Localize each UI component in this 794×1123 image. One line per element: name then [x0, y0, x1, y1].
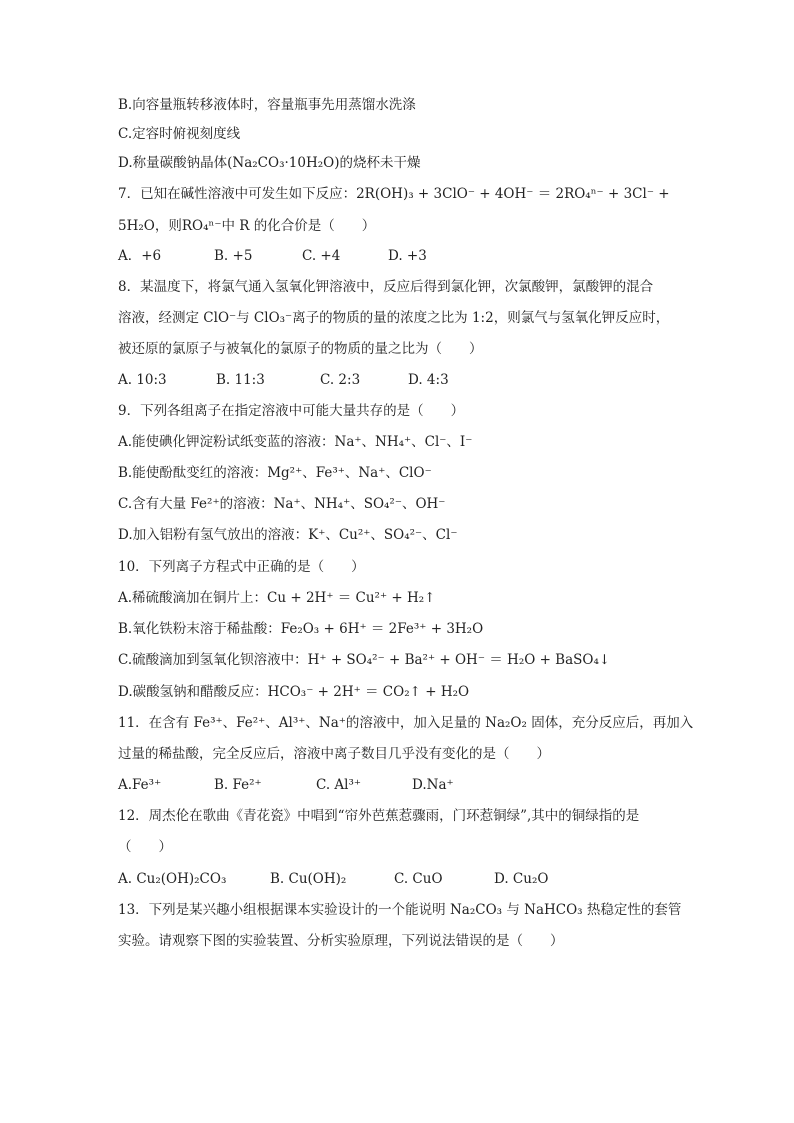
q10-option-c: C.硫酸滴加到氢氧化钡溶液中：H⁺ + SO₄²⁻ + Ba²⁺ + OH⁻ ＝ H₂O + BaSO₄↓ [118, 652, 611, 668]
q10-option-a: A.稀硫酸滴加在铜片上：Cu + 2H⁺ ＝ Cu²⁺ + H₂↑ [118, 590, 436, 606]
q8-option-c: C. 2:3 [320, 372, 361, 388]
q6-option-d: D.称量碳酸钠晶体(Na₂CO₃·10H₂O)的烧杯未干燥 [118, 155, 421, 171]
q12-option-d: D. Cu₂O [494, 871, 549, 887]
q7-option-a: A．+6 [118, 248, 162, 264]
q10-option-b: B.氧化铁粉末溶于稀盐酸：Fe₂O₃ + 6H⁺ ＝ 2Fe³⁺ + 3H₂O [118, 621, 484, 637]
q9-stem: 9．下列各组离子在指定溶液中可能大量共存的是（ ） [118, 403, 465, 419]
q11-option-a: A.Fe³⁺ [118, 777, 162, 793]
q7-stem-line1: 7．已知在碱性溶液中可发生如下反应：2R(OH)₃ + 3ClO⁻ + 4OH⁻ ＝ 2RO₄ⁿ⁻ + 3Cl⁻ + [118, 186, 670, 202]
q8-stem-line3: 被还原的氯原子与被氧化的氯原子的物质的量之比为（ ） [118, 341, 483, 357]
q11-stem-line1: 11．在含有 Fe³⁺、Fe²⁺、Al³⁺、Na⁺的溶液中，加入足量的 Na₂O₂ 固体，充分反应后，再加入 [118, 715, 694, 731]
q9-option-d: D.加入铝粉有氢气放出的溶液：K⁺、Cu²⁺、SO₄²⁻、Cl⁻ [118, 527, 458, 543]
q9-option-c: C.含有大量 Fe²⁺的溶液：Na⁺、NH₄⁺、SO₄²⁻、OH⁻ [118, 496, 446, 512]
q12-option-a: A. Cu₂(OH)₂CO₃ [118, 871, 227, 887]
q7-option-b: B. +5 [214, 248, 253, 264]
q8-option-d: D. 4:3 [408, 372, 449, 388]
q6-option-b: B.向容量瓶转移液体时，容量瓶事先用蒸馏水洗涤 [118, 97, 416, 113]
q8-stem-line1: 8．某温度下，将氯气通入氢氧化钾溶液中，反应后得到氯化钾，次氯酸钾，氯酸钾的混合 [118, 279, 654, 295]
q10-option-d: D.碳酸氢钠和醋酸反应：HCO₃⁻ + 2H⁺ ＝ CO₂↑ + H₂O [118, 684, 470, 700]
q10-stem: 10．下列离子方程式中正确的是（ ） [118, 559, 365, 575]
q7-stem-line2: 5H₂O，则RO₄ⁿ⁻中 R 的化合价是（ ） [118, 218, 376, 234]
q12-option-b: B. Cu(OH)₂ [270, 871, 347, 887]
q9-option-b: B.能使酚酞变红的溶液：Mg²⁺、Fe³⁺、Na⁺、ClO⁻ [118, 465, 432, 481]
q8-option-a: A. 10:3 [118, 372, 167, 388]
q12-option-c: C. CuO [394, 871, 443, 887]
q11-option-d: D.Na⁺ [412, 777, 454, 793]
q11-option-b: B. Fe²⁺ [214, 777, 262, 793]
q6-option-c: C.定容时俯视刻度线 [118, 126, 241, 142]
q12-stem-line2: （ ） [118, 839, 172, 855]
q13-stem-line1: 13．下列是某兴趣小组根据课本实验设计的一个能说明 Na₂CO₃ 与 NaHCO₃ 热稳定性的套管 [118, 902, 682, 918]
q7-option-d: D. +3 [388, 248, 427, 264]
q11-stem-line2: 过量的稀盐酸，完全反应后，溶液中离子数目几乎没有变化的是（ ） [118, 746, 550, 762]
q9-option-a: A.能使碘化钾淀粉试纸变蓝的溶液：Na⁺、NH₄⁺、Cl⁻、I⁻ [118, 434, 473, 450]
q13-stem-line2: 实验。请观察下图的实验装置、分析实验原理，下列说法错误的是（ ） [118, 933, 564, 949]
q7-option-c: C. +4 [302, 248, 341, 264]
q12-stem-line1: 12．周杰伦在歌曲《青花瓷》中唱到“帘外芭蕉惹骤雨，门环惹铜绿”,其中的铜绿指的是 [118, 808, 640, 824]
q11-option-c: C. Al³⁺ [316, 777, 362, 793]
q8-stem-line2: 溶液，经测定 ClO⁻与 ClO₃⁻离子的物质的量的浓度之比为 1:2，则氯气与氢氧化钾反应时， [118, 310, 670, 326]
q8-option-b: B. 11:3 [216, 372, 265, 388]
